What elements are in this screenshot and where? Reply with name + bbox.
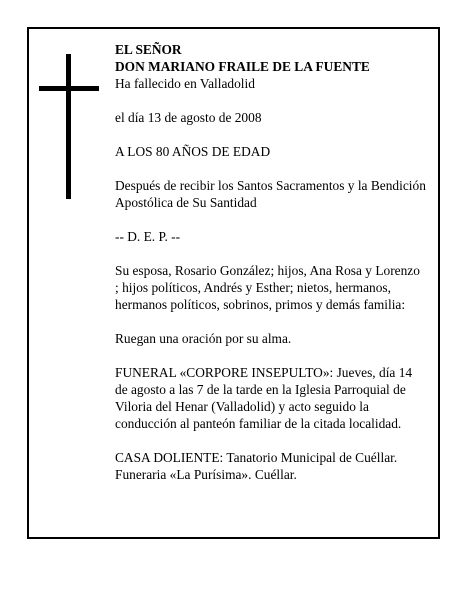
obituary-notice xyxy=(27,27,440,539)
sacraments-paragraph: Después de recibir los Santos Sacramentos y la Bendición Apostólica de Su Santidad xyxy=(115,178,426,210)
death-place: Ha fallecido en Valladolid xyxy=(115,76,255,91)
obituary-text xyxy=(115,41,427,483)
age-line: A LOS 80 AÑOS DE EDAD xyxy=(115,144,271,159)
death-date: el día 13 de agosto de 2008 xyxy=(115,110,262,125)
deceased-title: EL SEÑOR xyxy=(115,42,182,57)
obituary-header xyxy=(115,41,427,92)
deceased-name: DON MARIANO FRAILE DE LA FUENTE xyxy=(115,59,370,74)
cross-vertical-bar xyxy=(66,54,71,199)
prayer-line: Ruegan una oración por su alma. xyxy=(115,331,292,346)
cross-horizontal-bar xyxy=(39,86,99,91)
family-paragraph: Su esposa, Rosario González; hijos, Ana Rosa y Lorenzo ; hijos políticos, Andrés y Esther; nietos, hermanos, hermanos políticos, sobrinos, primos y demás familia: xyxy=(115,263,420,312)
cross-icon xyxy=(39,54,99,199)
mourning-house-line: CASA DOLIENTE: Tanatorio Municipal de Cuéllar. xyxy=(115,450,398,465)
rip-line: -- D. E. P. -- xyxy=(115,229,181,244)
funeral-paragraph: FUNERAL «CORPORE INSEPULTO»: Jueves, día 14 de agosto a las 7 de la tarde en la Iglesia Parroquial de Viloria del Henar (Valladolid) y acto seguido la conducción al panteón familiar de la citada localidad. xyxy=(115,365,413,431)
funeral-home-line: Funeraria «La Purísima». Cuéllar. xyxy=(115,467,297,482)
